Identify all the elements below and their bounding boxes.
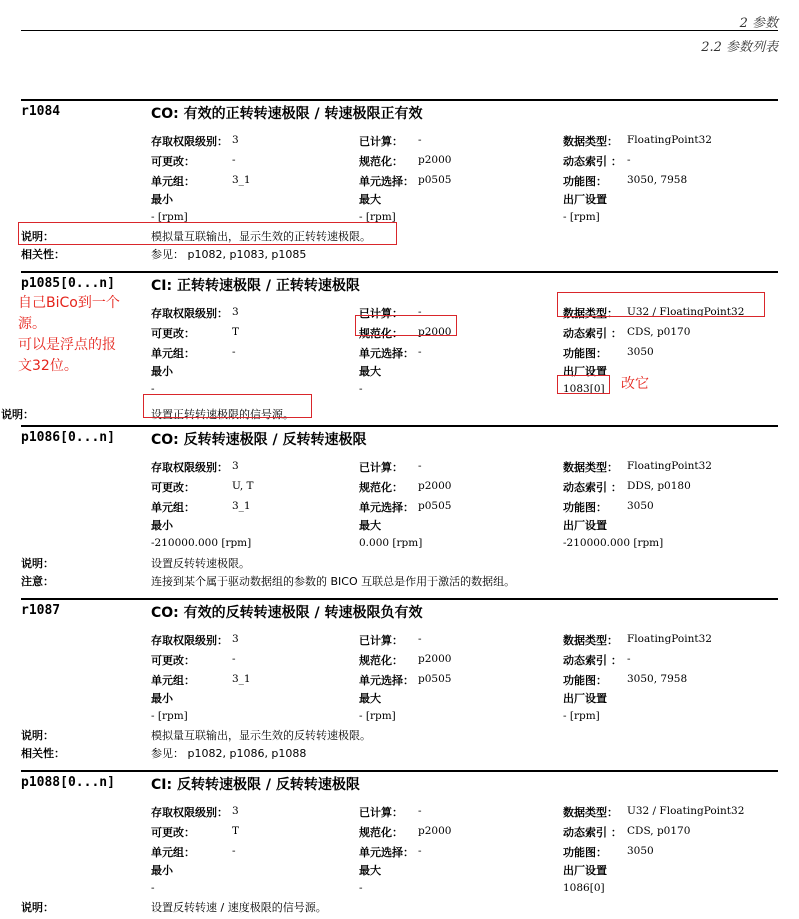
header-rule bbox=[21, 30, 778, 31]
default-label: 出厂设置 bbox=[563, 365, 607, 378]
field-label: 单元组： bbox=[151, 501, 195, 514]
field-value: - bbox=[418, 633, 422, 645]
note-label: 说明： bbox=[21, 901, 54, 914]
min-label: 最小 bbox=[151, 365, 173, 378]
field-value: U32 / FloatingPoint32 bbox=[627, 306, 745, 318]
field-value: U32 / FloatingPoint32 bbox=[627, 805, 745, 817]
field-value: 3 bbox=[232, 460, 239, 472]
parameter-title: CI: 正转转速极限 / 正转转速极限 bbox=[151, 278, 360, 294]
field-value: 3050 bbox=[627, 346, 654, 358]
field-value: p2000 bbox=[418, 154, 452, 166]
default-label: 出厂设置 bbox=[563, 864, 607, 877]
parameter-id: r1087 bbox=[21, 603, 61, 618]
field-value: FloatingPoint32 bbox=[627, 134, 712, 146]
field-label: 单元选择： bbox=[359, 175, 414, 188]
handwritten-note bbox=[18, 293, 142, 377]
field-value: - bbox=[418, 346, 422, 358]
note-label: 说明： bbox=[21, 230, 54, 243]
clipped-description-label: 说明： bbox=[1, 408, 34, 421]
field-value: FloatingPoint32 bbox=[627, 633, 712, 645]
note-text: 参见： p1082, p1083, p1085 bbox=[151, 248, 307, 261]
highlight-default-p1085 bbox=[557, 375, 610, 394]
field-label: 数据类型： bbox=[563, 461, 618, 474]
field-label: 功能图： bbox=[563, 501, 607, 514]
field-label: 存取权限级别： bbox=[151, 307, 228, 320]
field-label: 可更改： bbox=[151, 155, 195, 168]
field-label: 动态索引 ： bbox=[563, 155, 622, 168]
field-label: 可更改： bbox=[151, 327, 195, 340]
field-value: - bbox=[232, 653, 236, 665]
field-value: FloatingPoint32 bbox=[627, 460, 712, 472]
note-line-1: 自己BiCo到一个 bbox=[18, 295, 120, 311]
field-label: 单元选择： bbox=[359, 674, 414, 687]
parameter-block bbox=[21, 770, 778, 914]
field-label: 可更改： bbox=[151, 654, 195, 667]
highlight-description-p1085 bbox=[143, 394, 312, 418]
field-label: 数据类型： bbox=[563, 634, 618, 647]
field-value: CDS, p0170 bbox=[627, 326, 691, 338]
field-label: 功能图： bbox=[563, 674, 607, 687]
default-value: 1086[0] bbox=[563, 882, 605, 894]
note-line-4: 文32位。 bbox=[18, 358, 78, 374]
field-value: 3 bbox=[232, 306, 239, 318]
field-value: p2000 bbox=[418, 825, 452, 837]
default-value: -210000.000 [rpm] bbox=[563, 537, 664, 549]
min-label: 最小 bbox=[151, 193, 173, 206]
field-value: 3050, 7958 bbox=[627, 673, 688, 685]
max-label: 最大 bbox=[359, 193, 381, 206]
max-label: 最大 bbox=[359, 519, 381, 532]
field-label: 已计算： bbox=[359, 307, 403, 320]
field-label: 已计算： bbox=[359, 806, 403, 819]
min-value: -210000.000 [rpm] bbox=[151, 537, 252, 549]
note-line-3: 可以是浮点的报 bbox=[18, 337, 116, 353]
field-value: - bbox=[232, 154, 236, 166]
parameter-title: CO: 有效的正转转速极限 / 转速极限正有效 bbox=[151, 106, 423, 122]
min-label: 最小 bbox=[151, 519, 173, 532]
parameter-id: p1088[0...n] bbox=[21, 775, 115, 790]
min-label: 最小 bbox=[151, 864, 173, 877]
highlight-normalization-p1085 bbox=[355, 315, 457, 336]
max-label: 最大 bbox=[359, 864, 381, 877]
note-text: 模拟量互联输出，显示生效的反转转速极限。 bbox=[151, 729, 371, 742]
field-value: 3 bbox=[232, 134, 239, 146]
parameter-block bbox=[21, 598, 778, 760]
field-label: 存取权限级别： bbox=[151, 135, 228, 148]
field-value: - bbox=[418, 805, 422, 817]
field-value: U, T bbox=[232, 480, 254, 492]
field-label: 动态索引 ： bbox=[563, 481, 622, 494]
note-text: 模拟量互联输出，显示生效的正转转速极限。 bbox=[151, 230, 371, 243]
default-value: - [rpm] bbox=[563, 710, 600, 722]
field-label: 单元选择： bbox=[359, 846, 414, 859]
field-label: 功能图： bbox=[563, 347, 607, 360]
max-value: - bbox=[359, 383, 363, 395]
field-value: p2000 bbox=[418, 653, 452, 665]
note-text: 连接到某个属于驱动数据组的参数的 BICO 互联总是作用于激活的数据组。 bbox=[151, 575, 516, 588]
default-label: 出厂设置 bbox=[563, 519, 607, 532]
field-label: 可更改： bbox=[151, 481, 195, 494]
field-label: 单元组： bbox=[151, 347, 195, 360]
field-value: - bbox=[232, 346, 236, 358]
field-label: 单元选择： bbox=[359, 501, 414, 514]
field-value: 3 bbox=[232, 805, 239, 817]
field-value: - bbox=[418, 460, 422, 472]
parameter-block bbox=[21, 425, 778, 588]
field-label: 规范化： bbox=[359, 327, 403, 340]
parameter-title: CI: 反转转速极限 / 反转转速极限 bbox=[151, 777, 360, 793]
field-label: 功能图： bbox=[563, 846, 607, 859]
note-text: 设置反转转速极限。 bbox=[151, 557, 250, 570]
field-label: 规范化： bbox=[359, 654, 403, 667]
field-label: 单元组： bbox=[151, 674, 195, 687]
highlight-description-r1084 bbox=[18, 222, 397, 245]
field-label: 单元组： bbox=[151, 846, 195, 859]
field-label: 单元选择： bbox=[359, 347, 414, 360]
field-value: 3050 bbox=[627, 845, 654, 857]
min-value: - [rpm] bbox=[151, 211, 188, 223]
max-label: 最大 bbox=[359, 692, 381, 705]
field-label: 数据类型： bbox=[563, 307, 618, 320]
field-label: 存取权限级别： bbox=[151, 806, 228, 819]
min-value: - bbox=[151, 383, 155, 395]
field-label: 已计算： bbox=[359, 461, 403, 474]
field-label: 可更改： bbox=[151, 826, 195, 839]
default-value: - [rpm] bbox=[563, 211, 600, 223]
field-value: - bbox=[627, 154, 631, 166]
field-value: T bbox=[232, 825, 240, 837]
chapter-header: 2 参数 bbox=[739, 16, 778, 31]
highlight-datatype-p1085 bbox=[557, 292, 765, 317]
field-value: - bbox=[627, 653, 631, 665]
parameter-id: p1085[0...n] bbox=[21, 276, 115, 291]
default-value: 1083[0] bbox=[563, 383, 605, 395]
max-value: - [rpm] bbox=[359, 710, 396, 722]
field-label: 已计算： bbox=[359, 634, 403, 647]
min-label: 最小 bbox=[151, 692, 173, 705]
field-value: 3 bbox=[232, 633, 239, 645]
field-value: DDS, p0180 bbox=[627, 480, 691, 492]
max-value: - bbox=[359, 882, 363, 894]
field-value: 3_1 bbox=[232, 500, 251, 512]
min-value: - [rpm] bbox=[151, 710, 188, 722]
field-label: 动态索引 ： bbox=[563, 654, 622, 667]
field-label: 已计算： bbox=[359, 135, 403, 148]
field-label: 数据类型： bbox=[563, 135, 618, 148]
max-label: 最大 bbox=[359, 365, 381, 378]
field-value: 3_1 bbox=[232, 174, 251, 186]
parameter-id: r1084 bbox=[21, 104, 61, 119]
field-label: 规范化： bbox=[359, 826, 403, 839]
parameter-id: p1086[0...n] bbox=[21, 430, 115, 445]
note-text: 设置反转转速 / 速度极限的信号源。 bbox=[151, 901, 327, 914]
note-label: 注意： bbox=[21, 575, 54, 588]
field-value: 3050 bbox=[627, 500, 654, 512]
field-label: 规范化： bbox=[359, 155, 403, 168]
field-value: CDS, p0170 bbox=[627, 825, 691, 837]
field-value: p2000 bbox=[418, 326, 452, 338]
default-label: 出厂设置 bbox=[563, 193, 607, 206]
section-header: 2.2 参数列表 bbox=[701, 40, 778, 55]
default-label: 出厂设置 bbox=[563, 692, 607, 705]
field-label: 动态索引 ： bbox=[563, 327, 622, 340]
note-label: 相关性： bbox=[21, 747, 65, 760]
note-label: 相关性： bbox=[21, 248, 65, 261]
note-label: 说明： bbox=[21, 729, 54, 742]
field-value: - bbox=[418, 306, 422, 318]
field-label: 功能图： bbox=[563, 175, 607, 188]
note-text: 参见： p1082, p1086, p1088 bbox=[151, 747, 307, 760]
note-line-2: 源。 bbox=[18, 316, 46, 332]
field-label: 存取权限级别： bbox=[151, 634, 228, 647]
parameter-title: CO: 有效的反转转速极限 / 转速极限负有效 bbox=[151, 605, 423, 621]
parameter-title: CO: 反转转速极限 / 反转转速极限 bbox=[151, 432, 367, 448]
field-value: p0505 bbox=[418, 500, 452, 512]
note-label: 说明： bbox=[21, 557, 54, 570]
field-value: 3050, 7958 bbox=[627, 174, 688, 186]
field-value: - bbox=[418, 134, 422, 146]
field-label: 存取权限级别： bbox=[151, 461, 228, 474]
field-value: p0505 bbox=[418, 174, 452, 186]
field-value: p2000 bbox=[418, 480, 452, 492]
field-label: 数据类型： bbox=[563, 806, 618, 819]
field-value: 3_1 bbox=[232, 673, 251, 685]
field-value: - bbox=[232, 845, 236, 857]
field-label: 动态索引 ： bbox=[563, 826, 622, 839]
max-value: - [rpm] bbox=[359, 211, 396, 223]
field-value: - bbox=[418, 845, 422, 857]
min-value: - bbox=[151, 882, 155, 894]
note-text: 设置正转转速极限的信号源。 bbox=[151, 408, 294, 421]
parameter-block bbox=[21, 99, 778, 261]
field-label: 规范化： bbox=[359, 481, 403, 494]
field-label: 单元组： bbox=[151, 175, 195, 188]
change-it-note: 改它 bbox=[621, 376, 649, 392]
max-value: 0.000 [rpm] bbox=[359, 537, 423, 549]
field-value: p0505 bbox=[418, 673, 452, 685]
field-value: T bbox=[232, 326, 240, 338]
